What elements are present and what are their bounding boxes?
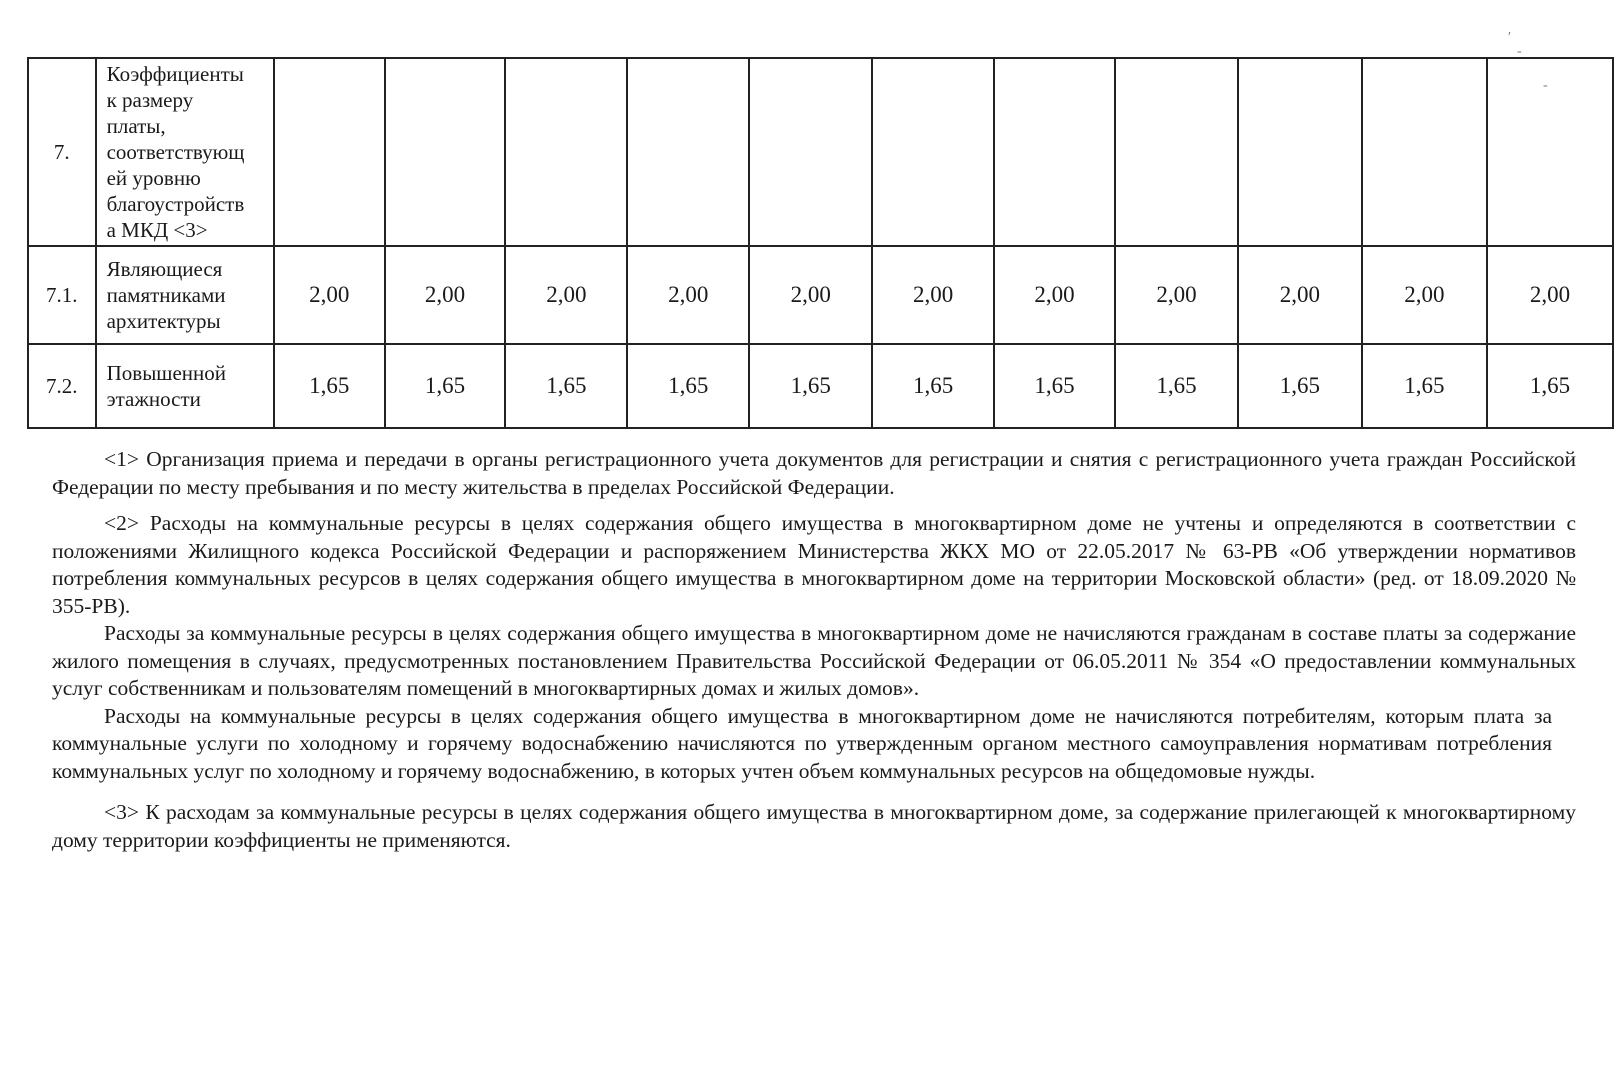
coefficients-table xyxy=(27,57,1614,429)
value-cell: 1,65 xyxy=(994,344,1115,428)
value-cell: 2,00 xyxy=(1238,246,1362,344)
footnote-1: <1> Организация приема и передачи в органы регистрационного учета документов для регистрации и снятия с регистрационного учета граждан Российской Федерации по месту пребывания и по месту жительства в пределах Российской Федерации. xyxy=(52,447,1576,499)
scan-speck: - xyxy=(1517,44,1522,59)
value-cell xyxy=(749,58,872,246)
row-number: 7. xyxy=(28,58,96,246)
value-cell: 1,65 xyxy=(872,344,994,428)
value-cell xyxy=(505,58,627,246)
row-name-line: Коэффициенты xyxy=(106,62,244,86)
value-cell xyxy=(994,58,1115,246)
value-cell: 1,65 xyxy=(505,344,627,428)
value-cell: 2,00 xyxy=(274,246,385,344)
value-cell xyxy=(627,58,749,246)
value-cell: 2,00 xyxy=(627,246,749,344)
value-cell: 2,00 xyxy=(994,246,1115,344)
value-cell: 2,00 xyxy=(385,246,506,344)
table-row xyxy=(28,246,1613,344)
scan-speck: - xyxy=(1543,78,1548,93)
value-cell xyxy=(1362,58,1487,246)
value-cell: 1,65 xyxy=(274,344,385,428)
row-name-line: Повышенной xyxy=(106,361,227,385)
row-name xyxy=(96,344,274,428)
value-cell xyxy=(1238,58,1362,246)
value-cell: 1,65 xyxy=(385,344,506,428)
value-cell: 2,00 xyxy=(749,246,872,344)
value-cell: 1,65 xyxy=(1362,344,1487,428)
row-name-line: а МКД <3> xyxy=(106,218,208,242)
table-body xyxy=(28,58,1613,428)
value-cell: 2,00 xyxy=(505,246,627,344)
value-cell: 1,65 xyxy=(1238,344,1362,428)
value-cell: 1,65 xyxy=(1115,344,1238,428)
footnotes xyxy=(52,446,1576,854)
row-name-line: благоустройств xyxy=(106,192,245,216)
row-name-line: соответствующ xyxy=(106,140,245,164)
footnote-3: <3> К расходам за коммунальные ресурсы в целях содержания общего имущества в многоквартирном доме, за содержание прилегающей к многоквартирному дому территории коэффициенты не применяются. xyxy=(52,800,1576,852)
row-name-line: памятниками xyxy=(106,283,226,307)
row-name-line: архитектуры xyxy=(106,309,221,333)
row-number: 7.1. xyxy=(28,246,96,344)
footnote-2-paragraph-2: Расходы за коммунальные ресурсы в целях содержания общего имущества в многоквартирном доме не начисляются гражданам в составе платы за содержание жилого помещения в случаях, предусмотренных постановлением Правительства Российской Федерации от 06.05.2011 № 354 «О предоставлении коммунальных услуг собственникам и пользователям помещений в многоквартирных домах и жилых домов». xyxy=(52,621,1576,700)
row-name xyxy=(96,246,274,344)
value-cell xyxy=(1115,58,1238,246)
row-name xyxy=(96,58,274,246)
value-cell xyxy=(274,58,385,246)
scan-speck: ′ xyxy=(1508,30,1512,45)
value-cell: 1,65 xyxy=(749,344,872,428)
value-cell: 2,00 xyxy=(1487,246,1613,344)
value-cell xyxy=(385,58,506,246)
table-row xyxy=(28,58,1613,246)
value-cell: 2,00 xyxy=(872,246,994,344)
row-name-line: к размеру xyxy=(106,88,194,112)
value-cell: 2,00 xyxy=(1362,246,1487,344)
value-cell: 2,00 xyxy=(1115,246,1238,344)
footnote-2: <2> Расходы на коммунальные ресурсы в целях содержания общего имущества в многоквартирном доме не учтены и определяются в соответствии с положениями Жилищного кодекса Российской Федерации и распоряжением Министерства ЖКХ МО от 22.05.2017 № 63-РВ «Об утверждении нормативов потребления коммунальных ресурсов в целях содержания общего имущества в многоквартирном доме на территории Московской области» (ред. от 18.09.2020 № 355-РВ). xyxy=(52,511,1576,618)
row-name-line: платы, xyxy=(106,114,166,138)
footnote-2-paragraph-3: Расходы на коммунальные ресурсы в целях содержания общего имущества в многоквартирном доме не начисляются потребителям, которым плата за коммунальные услуги по холодному и горячему водоснабжению начисляются по утвержденным органом местного самоуправления нормативам потребления коммунальных услуг по холодному и горячему водоснабжению, в которых учтен объем коммунальных ресурсов на общедомовые нужды. xyxy=(52,703,1552,783)
table-row xyxy=(28,344,1613,428)
value-cell: 1,65 xyxy=(1487,344,1613,428)
row-name-line: ей уровню xyxy=(106,166,201,190)
value-cell xyxy=(872,58,994,246)
row-name-line: этажности xyxy=(106,387,201,411)
row-number: 7.2. xyxy=(28,344,96,428)
value-cell: 1,65 xyxy=(627,344,749,428)
value-cell xyxy=(1487,58,1613,246)
row-name-line: Являющиеся xyxy=(106,257,223,281)
